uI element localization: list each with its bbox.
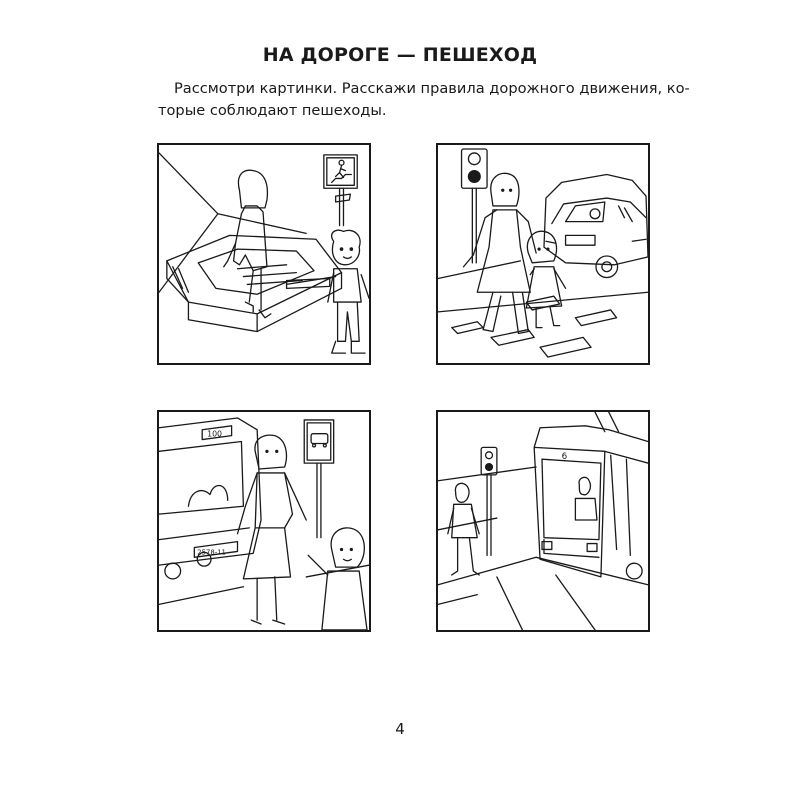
bus-stop-sign-icon <box>304 420 333 538</box>
traffic-light-icon <box>481 447 497 555</box>
traffic-light-icon <box>462 149 488 263</box>
instruction-line-1: Рассмотри картинки. Расскажи правила дорожного движения, ко- <box>174 80 690 97</box>
trolleybus-route-number: 6 <box>561 452 568 463</box>
girl-icon <box>308 528 367 630</box>
pedestrian-underpass-sign-icon <box>324 155 357 226</box>
page-number: 4 <box>395 720 405 738</box>
boy-icon <box>287 230 369 353</box>
trolleybus-icon <box>534 426 648 579</box>
page-title: НА ДОРОГЕ — ПЕШЕХОД <box>262 44 538 66</box>
illustration-zebra-crossing <box>436 143 650 365</box>
underpass-entrance-icon <box>167 235 342 331</box>
woman-icon <box>224 170 271 318</box>
illustration-trolleybus-crossing <box>436 410 650 632</box>
bus-icon <box>159 418 261 579</box>
girl-icon <box>526 231 565 327</box>
car-icon <box>544 175 648 278</box>
man-icon <box>448 483 479 575</box>
illustration-underground-crossing <box>157 143 371 365</box>
instruction-line-2: торые соблюдают пешеходы. <box>158 102 387 119</box>
bus-route-number: 100 <box>207 429 223 439</box>
illustration-bus-stop <box>157 410 371 632</box>
woman-icon <box>464 173 537 333</box>
woman-icon <box>238 435 307 624</box>
bus-plate-number: 2578-11 <box>197 548 226 557</box>
instruction-text <box>158 78 690 122</box>
